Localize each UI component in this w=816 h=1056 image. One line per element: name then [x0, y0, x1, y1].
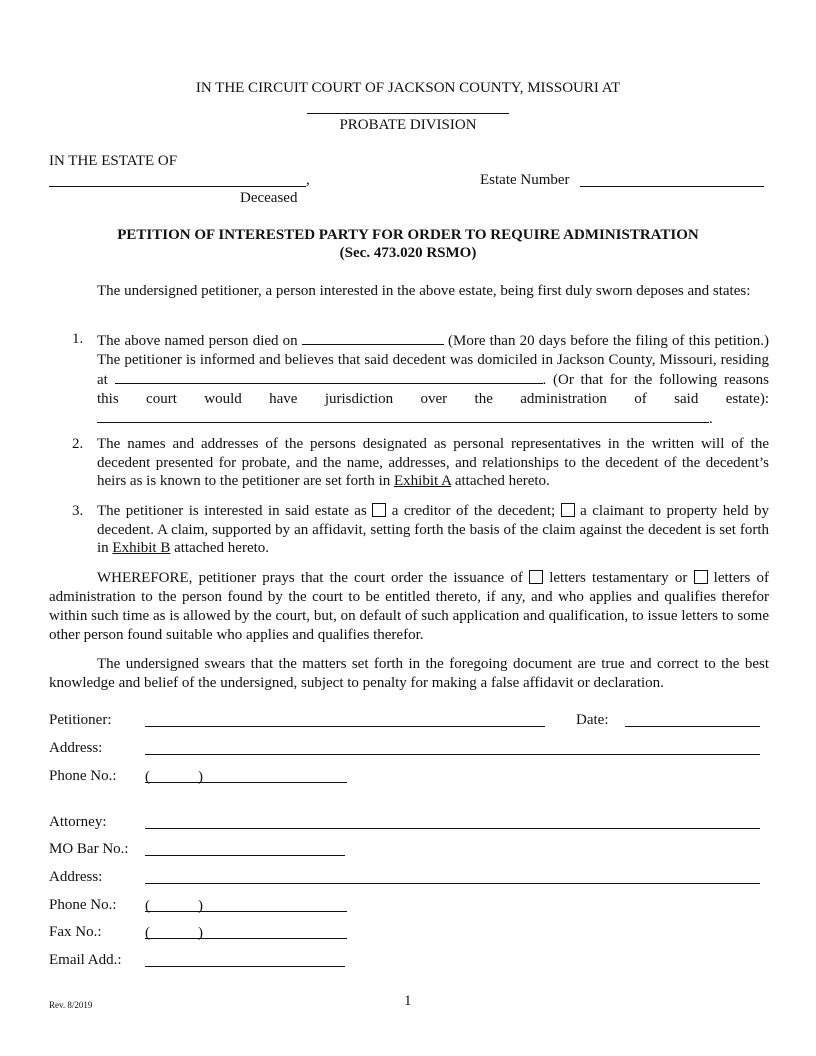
email-line[interactable] — [145, 966, 345, 967]
petitioner-address-line[interactable] — [145, 754, 760, 755]
item-1-number: 1. — [72, 331, 84, 347]
attorney-phone-line[interactable] — [145, 911, 347, 912]
item-2-text: The names and addresses of the persons designated as personal representatives in the written will of the decedent presented for probate, and the name, addresses, and relationships to the decedent of the decedent’s heirs as is known to the petitioner are set forth in — [97, 436, 769, 489]
wherefore-paragraph — [49, 569, 769, 645]
creditor-label: a creditor of the decedent; — [391, 503, 556, 519]
claimant-label: a claimant to property held by decedent. A claim, supported by an affidavit, setting forth the basis of the claim against the decedent is set forth in — [97, 503, 770, 556]
item-2-tail: attached hereto. — [454, 473, 550, 489]
item-2-paragraph — [97, 435, 769, 491]
petitioner-label: Petitioner: — [49, 712, 112, 728]
item-3-number: 3. — [72, 503, 84, 519]
mo-bar-label: MO Bar No.: — [49, 841, 129, 857]
item-3-paragraph — [97, 502, 769, 558]
letters-administration-checkbox[interactable] — [694, 570, 708, 584]
petition-title: PETITION OF INTERESTED PARTY FOR ORDER TO REQUIRE ADMINISTRATION — [117, 227, 699, 243]
item-1-text-c: . (Or that for the following reasons this court would have jurisdiction over the administration of said estate): — [97, 372, 770, 407]
attorney-line[interactable] — [145, 828, 760, 829]
area-code-open: ( — [145, 769, 150, 785]
item-3-text-a: The petitioner is interested in said estate as — [97, 503, 367, 519]
fax-label: Fax No.: — [49, 924, 102, 940]
attorney-address-label: Address: — [49, 869, 103, 885]
area-code-close: ) — [198, 769, 203, 785]
court-heading: IN THE CIRCUIT COURT OF JACKSON COUNTY, MISSOURI AT — [195, 80, 621, 96]
creditor-checkbox[interactable] — [372, 503, 386, 517]
area-code-close: ) — [198, 925, 203, 941]
item-1-text-a: The above named person died on — [97, 333, 298, 349]
date-line[interactable] — [625, 726, 760, 727]
area-code-open: ( — [145, 898, 150, 914]
estate-of-label: IN THE ESTATE OF — [49, 153, 178, 169]
mo-bar-line[interactable] — [145, 855, 345, 856]
comma: , — [306, 172, 310, 188]
item-2-number: 2. — [72, 436, 84, 452]
item-1-paragraph: The above named person died on (More than 20 days before the filing of this petition.) The petitioner is informed and believes that said decedent was domiciled in Jackson County, Missouri, residing at . (Or that for the following reasons this court would have jurisdiction over the administration of said estate):. — [97, 330, 769, 429]
attorney-label: Attorney: — [49, 814, 107, 830]
attorney-address-line[interactable] — [145, 883, 760, 884]
item-3-tail: attached hereto. — [174, 540, 270, 556]
exhibit-b-link: Exhibit B — [112, 540, 171, 556]
attorney-phone-field[interactable] — [145, 896, 203, 915]
petitioner-phone-line[interactable] — [145, 782, 347, 783]
jurisdiction-reasons-blank[interactable] — [97, 408, 709, 423]
county-city-blank[interactable] — [307, 113, 509, 114]
letters-testamentary-label: letters testamentary or — [549, 570, 688, 586]
claimant-checkbox[interactable] — [561, 503, 575, 517]
statute-reference: (Sec. 473.020 RSMO) — [339, 245, 477, 261]
decedent-name-blank[interactable] — [49, 186, 306, 187]
deceased-label: Deceased — [240, 190, 298, 206]
wherefore-text-a: WHEREFORE, petitioner prays that the court order the issuance of — [97, 570, 523, 586]
petitioner-phone-label: Phone No.: — [49, 768, 117, 784]
petitioner-address-label: Address: — [49, 740, 103, 756]
revision-date: Rev. 8/2019 — [49, 1000, 93, 1010]
date-label: Date: — [576, 712, 609, 728]
area-code-close: ) — [198, 898, 203, 914]
division-heading: PROBATE DIVISION — [339, 117, 477, 133]
estate-number-label: Estate Number — [480, 172, 570, 188]
letters-administration-text: letters of administration to the person found by the court to be entitled thereto, if any, and who applies and qualifies therefor within such time as is allowed by the court, but, on default of such application and qualification, to issue letters to some other person found suitable who applies and qualifies therefor. — [49, 570, 769, 643]
page-number: 1 — [404, 993, 412, 1009]
fax-field[interactable] — [145, 923, 203, 942]
email-label: Email Add.: — [49, 952, 122, 968]
estate-number-blank[interactable] — [580, 186, 764, 187]
letters-testamentary-checkbox[interactable] — [529, 570, 543, 584]
exhibit-a-link: Exhibit A — [394, 473, 452, 489]
date-of-death-blank[interactable] — [302, 330, 444, 345]
petitioner-signature-line[interactable] — [145, 726, 545, 727]
item-1-text-b: (More than 20 days before the filing of this petition.) The petitioner is informed and believes that said decedent was domiciled in Jackson County, Missouri, residing at — [97, 333, 770, 388]
sworn-statement: The undersigned swears that the matters set forth in the foregoing document are true and correct to the best knowledge and belief of the undersigned, subject to penalty for making a false affidavit or declaration. — [49, 656, 769, 691]
petitioner-phone-field[interactable] — [145, 767, 203, 786]
residence-blank[interactable] — [115, 369, 543, 384]
intro-paragraph: The undersigned petitioner, a person interested in the above estate, being first duly sworn deposes and states: — [97, 283, 751, 299]
attorney-phone-label: Phone No.: — [49, 897, 117, 913]
fax-line[interactable] — [145, 938, 347, 939]
area-code-open: ( — [145, 925, 150, 941]
